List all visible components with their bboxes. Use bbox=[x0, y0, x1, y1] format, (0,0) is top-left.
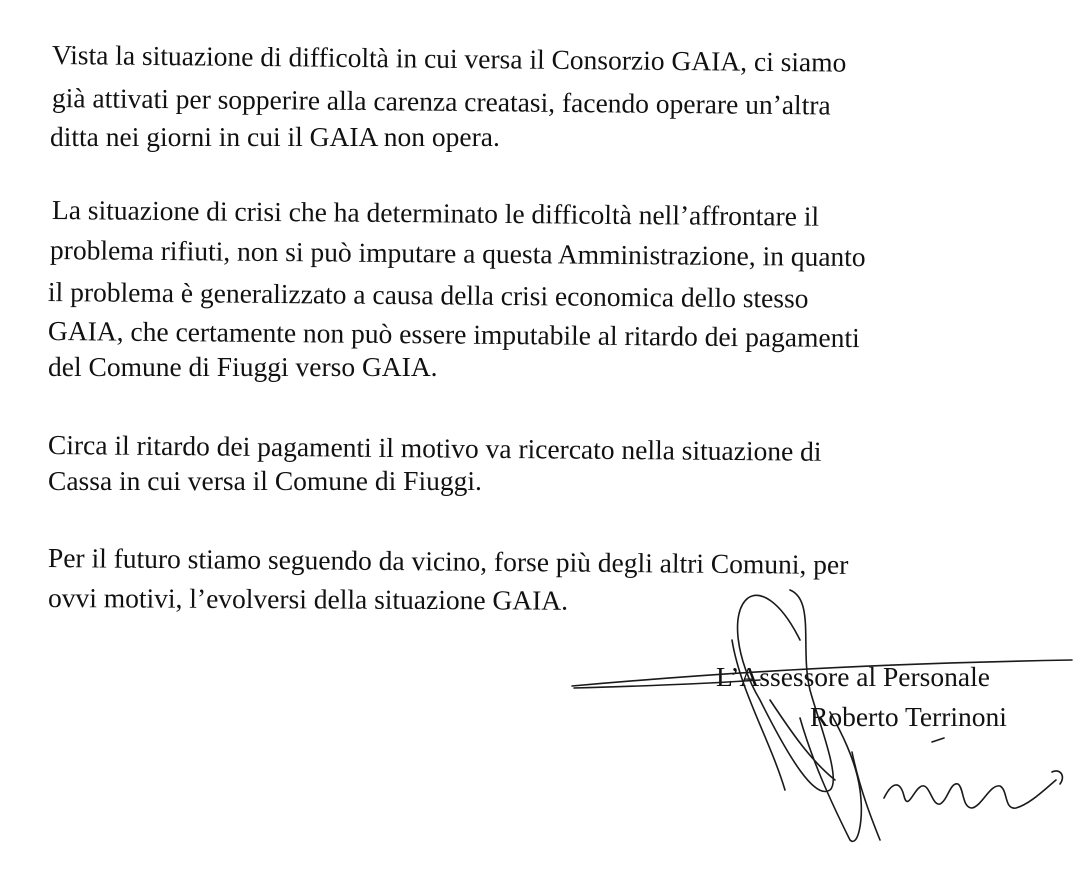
text-line: Circa il ritardo dei pagamenti il motivo va ricercato nella situazione di bbox=[47, 429, 822, 467]
text-line: ovvi motivi, l’evolversi della situazione GAIA. bbox=[47, 582, 569, 616]
text-line: La situazione di crisi che ha determinato le difficoltà nell’affrontare il bbox=[51, 194, 820, 232]
text-line: già attivati per sopperire alla carenza creatasi, facendo operare un’altra bbox=[51, 82, 831, 121]
text-line: il problema è generalizzato a causa della crisi economica dello stesso bbox=[47, 276, 809, 314]
text-line: Per il futuro stiamo seguendo da vicino, forse più degli altri Comuni, per bbox=[47, 542, 849, 580]
text-line: del Comune di Fiuggi verso GAIA. bbox=[48, 351, 438, 382]
text-line: Vista la situazione di difficoltà in cui versa il Consorzio GAIA, ci siamo bbox=[51, 39, 847, 78]
text-line: Cassa in cui versa il Comune di Fiuggi. bbox=[48, 465, 482, 496]
text-line: GAIA, che certamente non può essere imputabile al ritardo dei pagamenti bbox=[47, 315, 860, 354]
signatory-role: L’Assessore al Personale bbox=[716, 661, 990, 692]
text-line: problema rifiuti, non si può imputare a questa Amministrazione, in quanto bbox=[49, 234, 866, 273]
text-line: ditta nei giorni in cui il GAIA non opera. bbox=[50, 121, 500, 152]
signatory-name: Roberto Terrinoni bbox=[810, 701, 1007, 732]
